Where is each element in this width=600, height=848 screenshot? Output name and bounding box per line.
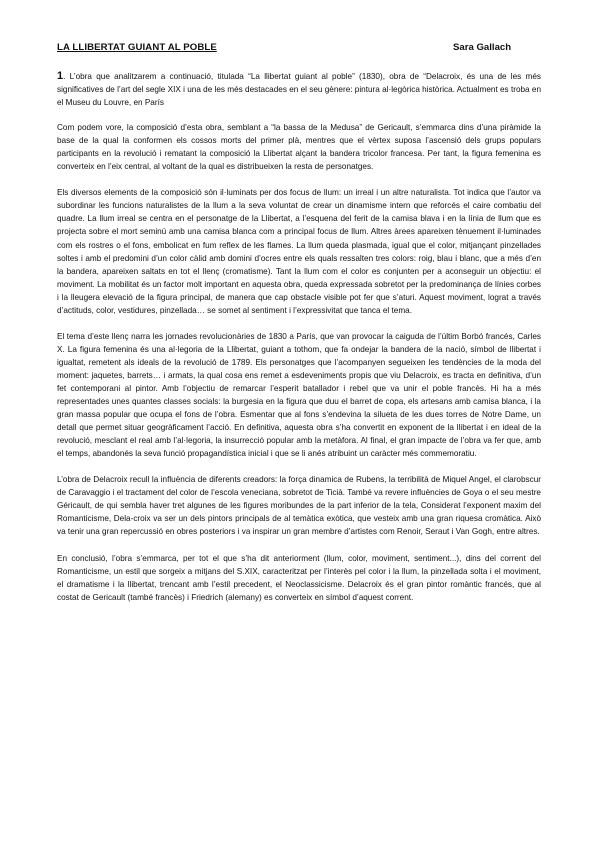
paragraph-2: Com podem vore, la composició d’esta obra, semblant a “la bassa de la Medusa” de Gericault, s’emmarca dins d’una piràmide la base de la qual la conformen els cossos morts del primer plà, mentres que el vèrtex suposa l’ascensió dels grups populars participants en la revolució i rematant la composició la Llibertat alçant la bandera tricolor francesa. Per tant, la figura femenina es converteix en l’eix central, al voltant de la qual es distribueixen la resta de personatges.	[57, 123, 541, 172]
author-name: Sara Gallach	[453, 42, 512, 53]
paragraph-1-text: . L’obra que analitzarem a continuació, titulada “La llibertat guiant al poble” (1830), obra de “Delacroix, és una de les més significatives de l’art del segle XIX i una de les més destacades en el seu gènere: pintura al·legòrica històrica. Actualment es troba en el Museu du Louvre, en París	[57, 72, 541, 108]
paragraph-3: Els diversos elements de la composició són il·luminats per dos focus de llum: un irreal i un altre naturalista. Tot indica que l’autor va subordinar les funcions naturalistes de la llum a la seva voluntat de crear un dinamisme intern que reforcés el caire combatiu del quadre. La llum irreal se centra en el personatge de la Llibertat, a l’esquena del ferit de la camisa blava i en la línia de llum que es projecta sobre el mort seminú amb una camisa blanca com a principal focus de llum. Altres àrees apareixen tènuement il·luminades com els rostres o el fons, embolicat en fum reflex de les flames. La llum queda plasmada, igual que el color, mitjançant pinzellades soltes i amb el predomini d’un color càlid amb domini d’ocres entre els quals ressalten tres colors: roig, blau i blanc, que a més d’en la bandera, apareixen saltats en tot el llenç (cromatisme). Tant la llum com el color es conjunten per a aconseguir un objectiu: el moviment. La mobilitat és un factor molt important en aquesta obra, queda expressada sobretot per la predominança de línies corbes i la lleugera elevació de la figura principal, de manera que cap obstacle visible pot fer que s’aturi. Aquest moviment, lograt a través d’actituds, color, vestidures, pinzellada… se somet al sentiment i l’expressivitat que tanca el tema.	[57, 188, 541, 315]
paragraph-number: 1	[57, 70, 64, 82]
paragraph-4: El tema d’este llenç narra les jornades revolucionàries de 1830 a París, que van provocar la caiguda de l’últim Borbó francés, Carles X. La figura femenina és una al·legoria de la Llibertat, guiant a tothom, que fa ondejar la bandera de la nació, símbol de llibertat i igualtat, remetent als ideals de la revolució de 1789. Els personatges que l’acompanyen segueixen les tendències de la moda del moment: jaquetes, barrets… i armats, la qual cosa ens remet a esdeveniments propis que viu Delacroix, es tracta en definitiva, d’un fet contemporani al pintor. Amb l’objectiu de remarcar l’esperit batallador i rebel que va unir el poble francès. Hi ha a més representades unes quantes classes socials: la burgesia en la figura que duu el barret de copa, els artesans amb camisa blanca, i la gran massa popular que ocupa el fons de l’obra. Esmentar que al fons s’endevina la silueta de les dues torres de Notre Dame, un detall que permet situar geogràficament l’acció. En definitiva, aquesta obra s’ha convertit en exponent de la llibertat i en ideal de la revolució, mesclant el real amb l’al·legoria, la insurrecció popular amb la metàfora. Al final, el gran impacte de l’obra va fer que, amb el temps, abandonés la seva funció propagandística inicial i que se li anés atribuint un caràcter més commemoratiu.	[57, 331, 541, 459]
paragraph-1	[57, 70, 541, 109]
paragraph-5: L’obra de Delacroix recull la influència de diferents creadors: la força dinamica de Rubens, la terribilità de Miquel Angel, el clarobscur de Caravaggio i el tractament del color de l’escola veneciana, sobretot de Ticià. També va revere influències de Goya o el seu mestre Géricault, de qui sembla haver tret algunes de les figures moribundes de la part inferior de la tela, Considerat l’exponent maxim del Romanticisme, Dela-croix va ser un dels pintors principals de al temàtica exòtica, que vesteix amb una gran riquesa cromàtica. Això va tenir una gran repercussió en obres posteriors i va inspirar un gran membre d’artistes com Renoir, Seraut i Van Gogh, entre altres.	[57, 475, 541, 537]
paragraph-6: En conclusió, l’obra s’emmarca, per tot el que s’ha dit anteriorment (llum, color, moviment, sentiment...), dins del corrent del Romanticisme, un estil que sorgeix a mitjans del S.XIX, caracteritzat per l’interès pel color i la llum, la pinzellada solta i el moviment, el dramatisme i la llibertat, trencant amb l’estil precedent, el Neoclassicisme. Delacroix és el gran pintor romàntic francés, que al costat de Gericault (també francès) i Friedrich (alemany) es converteix en símbol d’aquest corrent.	[57, 553, 541, 602]
document-title: LA LLIBERTAT GUIANT AL POBLE	[57, 42, 217, 53]
document-body	[57, 70, 541, 617]
document-header	[57, 42, 547, 56]
